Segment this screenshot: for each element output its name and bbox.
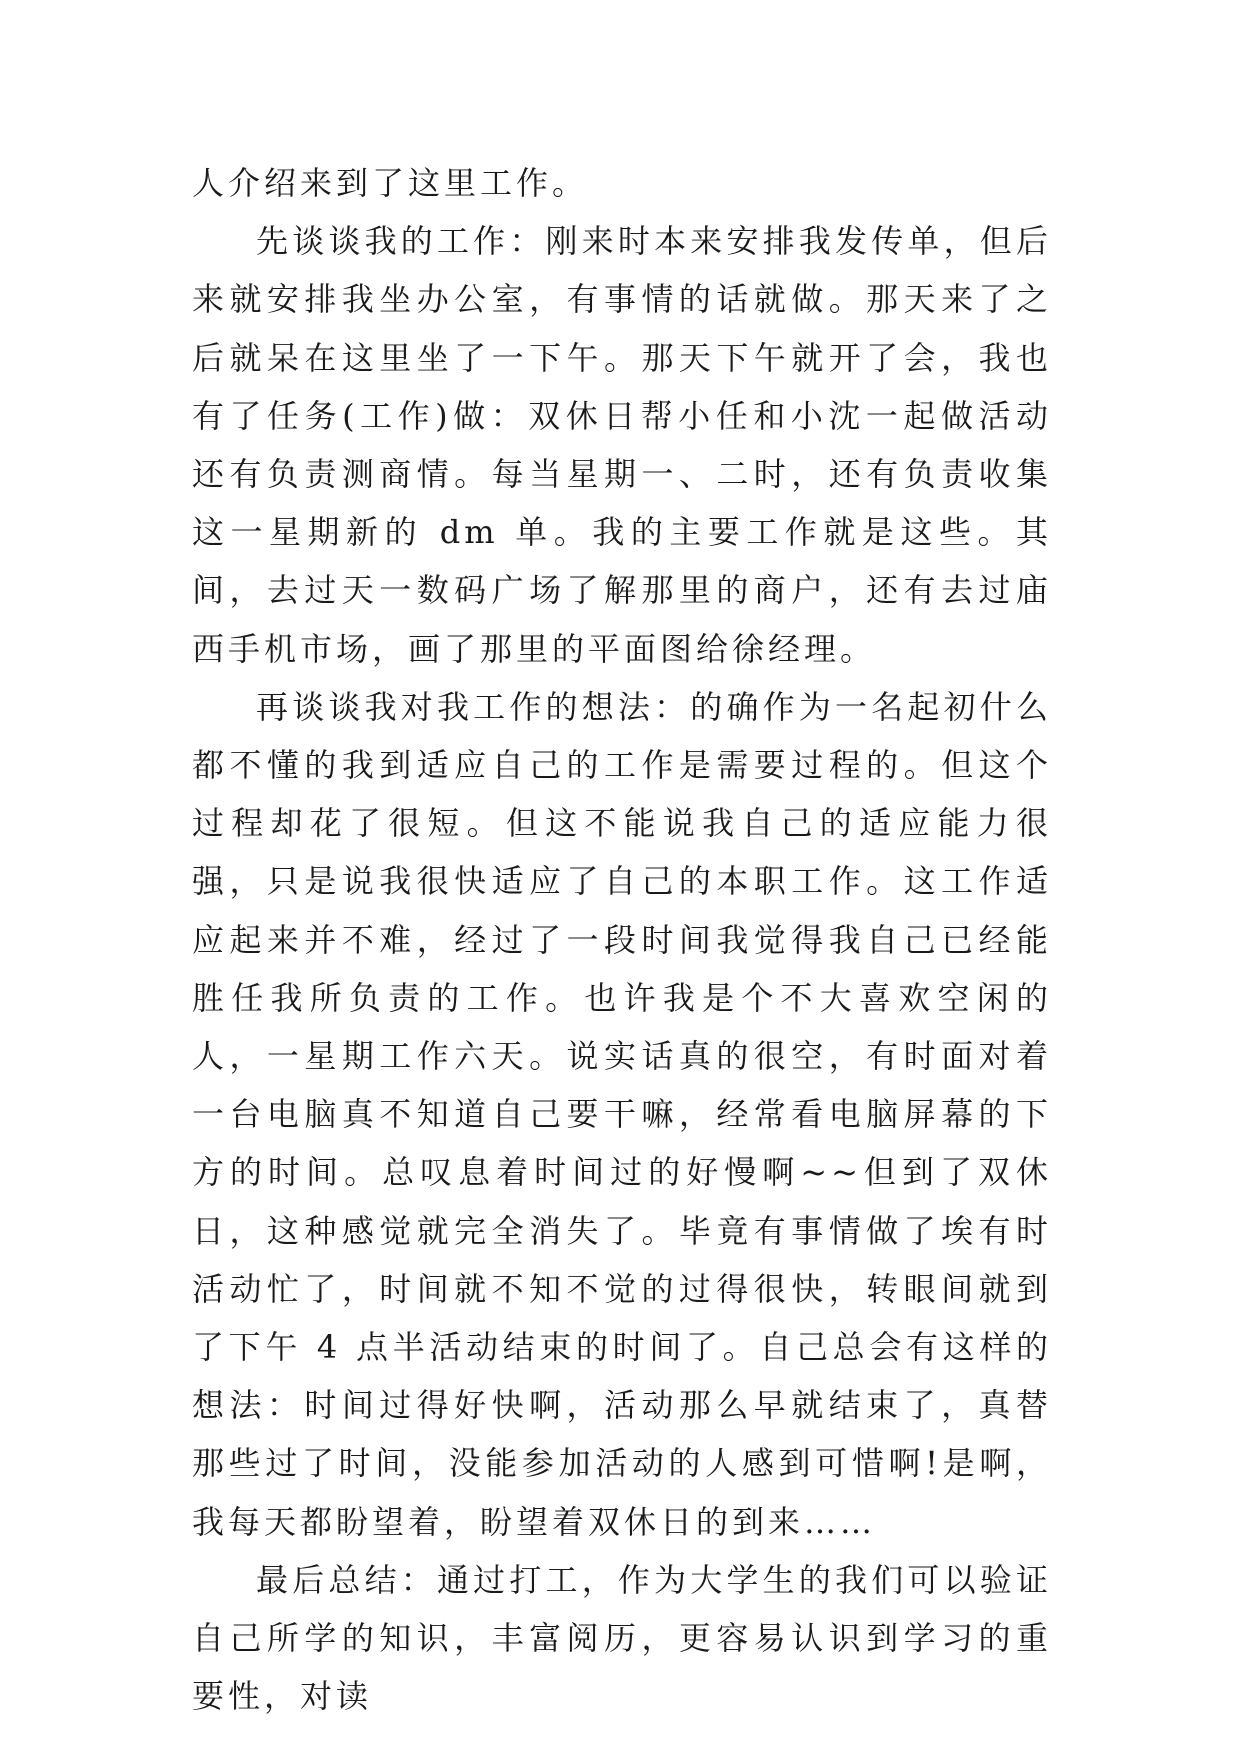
paragraph-work-thoughts: 再谈谈我对我工作的想法：的确作为一名起初什么都不懂的我到适应自己的工作是需要过程的。但这个过程却花了很短。但这不能说我自己的适应能力很强，只是说我很快适应了自己的本职工作。这工作适应起来并不难，经过了一段时间我觉得我自己已经能胜任我所负责的工作。也许我是个不大喜欢空闲的人，一星期工作六天。说实话真的很空，有时面对着一台电脑真不知道自己要干嘛，经常看电脑屏幕的下方的时间。总叹息着时间过的好慢啊~~但到了双休日，这种感觉就完全消失了。毕竟有事情做了埃有时活动忙了，时间就不知不觉的过得很快，转眼间就到了下午 4 点半活动结束的时间了。自己总会有这样的想法：时间过得好快啊，活动那么早就结束了，真替那些过了时间，没能参加活动的人感到可惜啊!是啊，我每天都盼望着，盼望着双休日的到来……: [192, 687, 1052, 1541]
paragraph-work-description: 先谈谈我的工作：刚来时本来安排我发传单，但后来就安排我坐办公室，有事情的话就做。那天来了之后就呆在这里坐了一下午。那天下午就开了会，我也有了任务(工作)做：双休日帮小任和小沈一起做活动还有负责测商情。每当星期一、二时，还有负责收集这一星期新的 dm 单。我的主要工作就是这些。其间，去过天一数码广场了解那里的商户，还有去过庙西手机市场，画了那里的平面图给徐经理。: [192, 222, 1052, 668]
document-body: [192, 154, 1052, 1725]
paragraph-summary: 最后总结：通过打工，作为大学生的我们可以验证自己所学的知识，丰富阅历，更容易认识到学习的重要性，对读: [192, 1560, 1052, 1716]
paragraph-continuation: 人介绍来到了这里工作。: [192, 164, 589, 202]
